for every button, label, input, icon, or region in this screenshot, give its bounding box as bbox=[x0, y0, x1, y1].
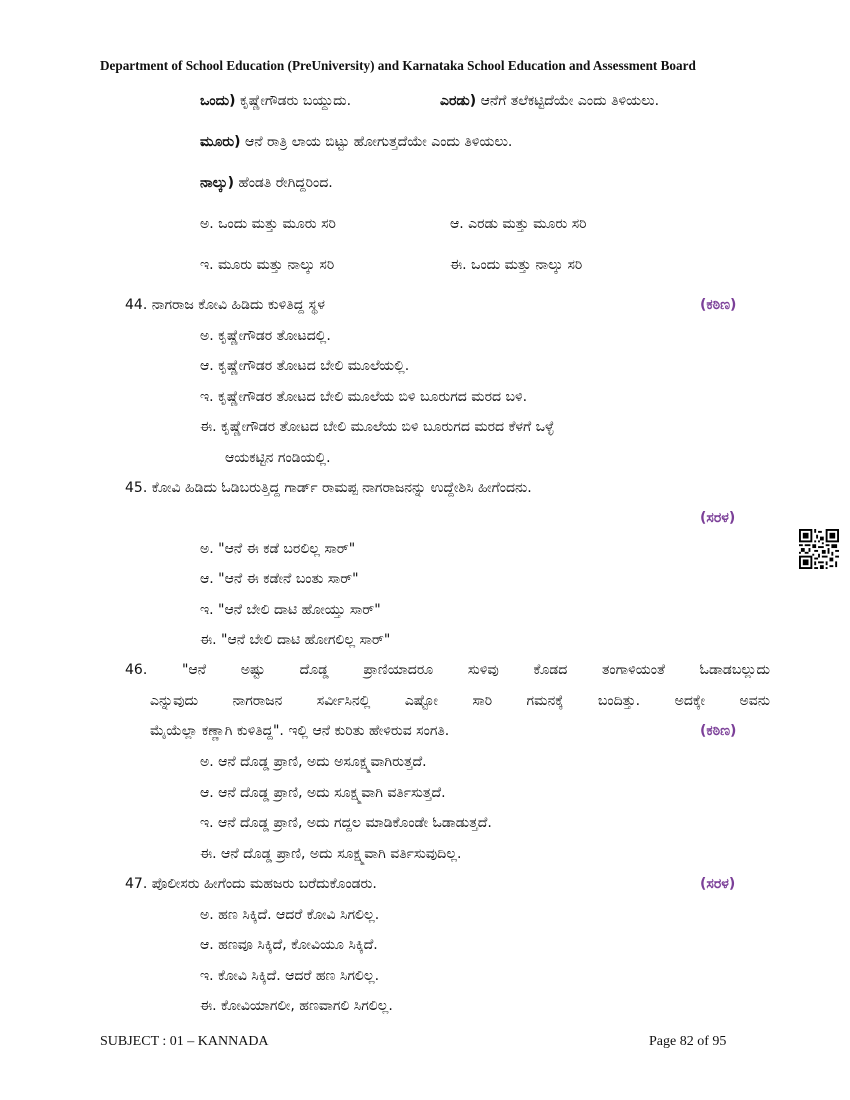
q43-option-a: ಅ. ಒಂದು ಮತ್ತು ಮೂರು ಸರಿ bbox=[200, 216, 336, 232]
q46-option-i: ಇ. ಆನೆ ದೊಡ್ಡ ಪ್ರಾಣಿ, ಅದು ಗದ್ದಲ ಮಾಡಿಕೊಂಡೇ ಓಡಾಡುತ್ತದೆ. bbox=[200, 815, 492, 831]
statement-four-text: ಹೆಂಡತಿ ರೇಗಿದ್ದರಿಂದ. bbox=[238, 175, 333, 191]
qr-code-icon bbox=[799, 529, 839, 569]
q44-option-i: ಇ. ಕೃಷ್ಣೇಗೌಡರ ತೋಟದ ಬೇಲಿ ಮೂಲೆಯ ಬಿಳಿ ಬೂರುಗದ ಮರದ ಬಳಿ. bbox=[200, 389, 528, 405]
footer-subject: SUBJECT : 01 – KANNADA bbox=[100, 1034, 269, 1049]
difficulty-tag-45: (ಸರಳ) bbox=[700, 510, 736, 526]
q43-option-i: ಇ. ಮೂರು ಮತ್ತು ನಾಲ್ಕು ಸರಿ bbox=[200, 257, 335, 273]
q47-option-a: ಅ. ಹಣ ಸಿಕ್ಕಿದೆ. ಆದರೆ ಕೋವಿ ಸಿಗಲಿಲ್ಲ. bbox=[200, 907, 380, 923]
statement-two-text: ಆನೆಗೆ ತಲೆಕಟ್ಟಿದೆಯೇ ಎಂದು ತಿಳಿಯಲು. bbox=[480, 93, 660, 109]
statement-three-text: ಆನೆ ರಾತ್ರಿ ಲಾಯ ಬಿಟ್ಟು ಹೋಗುತ್ತದೆಯೇ ಎಂದು ತಿಳಿಯಲು. bbox=[244, 134, 513, 150]
q46-option-a: ಅ. ಆನೆ ದೊಡ್ಡ ಪ್ರಾಣಿ, ಅದು ಅಸೂಕ್ಷ್ಮವಾಗಿರುತ್ತದೆ. bbox=[200, 754, 427, 770]
q45-option-ii: ಈ. "ಆನೆ ಬೇಲಿ ದಾಟಿ ಹೋಗಲಿಲ್ಲ ಸಾರ್" bbox=[200, 632, 391, 648]
question-46-line-1: 46. "ಆನೆ ಅಷ್ಟು ದೊಡ್ಡ ಪ್ರಾಣಿಯಾದರೂ ಸುಳಿವು ಕೊಡದ ತಂಗಾಳಿಯಂತೆ ಓಡಾಡಬಲ್ಲುದು bbox=[125, 662, 770, 678]
question-46-line-3: ಮೈಯೆಲ್ಲಾ ಕಣ್ಣಾಗಿ ಕುಳಿತಿದ್ದ". ಇಲ್ಲಿ ಆನೆ ಕುರಿತು ಹೇಳಿರುವ ಸಂಗತಿ. bbox=[150, 723, 450, 739]
q44-option-a: ಅ. ಕೃಷ್ಣೇಗೌಡರ ತೋಟದಲ್ಲಿ. bbox=[200, 328, 331, 344]
footer-page-number: Page 82 of 95 bbox=[649, 1034, 727, 1049]
statement-three-label: ಮೂರು) bbox=[200, 134, 241, 150]
q45-option-i: ಇ. "ಆನೆ ಬೇಲಿ ದಾಟಿ ಹೋಯ್ತು ಸಾರ್" bbox=[200, 602, 381, 618]
q43-option-aa: ಆ. ಎರಡು ಮತ್ತು ಮೂರು ಸರಿ bbox=[450, 216, 587, 232]
q44-option-ii-cont: ಆಯಕಟ್ಟಿನ ಗಂಡಿಯಲ್ಲಿ. bbox=[225, 450, 331, 466]
q45-option-aa: ಆ. "ಆನೆ ಈ ಕಡೇನೆ ಬಂತು ಸಾರ್" bbox=[200, 571, 359, 587]
question-46-line-2: ಎನ್ನುವುದು ನಾಗರಾಜನ ಸರ್ವೀಸಿನಲ್ಲಿ ಎಷ್ಟೋ ಸಾರಿ ಗಮನಕ್ಕೆ ಬಂದಿತ್ತು. ಅದಕ್ಕೇ ಅವನು bbox=[150, 693, 770, 709]
statement-one-text: ಕೃಷ್ಣೇಗೌಡರು ಬಯ್ದುದು. bbox=[239, 93, 352, 109]
q44-option-ii: ಈ. ಕೃಷ್ಣೇಗೌಡರ ತೋಟದ ಬೇಲಿ ಮೂಲೆಯ ಬಿಳಿ ಬೂರುಗದ ಮರದ ಕೆಳಗೆ ಒಳ್ಳೆ bbox=[200, 419, 555, 435]
q45-option-a: ಅ. "ಆನೆ ಈ ಕಡೆ ಬರಲಿಲ್ಲ ಸಾರ್" bbox=[200, 541, 356, 557]
statement-one-label: ಒಂದು) bbox=[200, 93, 236, 109]
q46-option-aa: ಆ. ಆನೆ ದೊಡ್ಡ ಪ್ರಾಣಿ, ಅದು ಸೂಕ್ಷ್ಮವಾಗಿ ವರ್ತಿಸುತ್ತದೆ. bbox=[200, 785, 446, 801]
question-47: 47. ಪೊಲೀಸರು ಹೀಗೆಂದು ಮಹಜರು ಬರೆದುಕೊಂಡರು. bbox=[125, 876, 377, 892]
q46-option-ii: ಈ. ಆನೆ ದೊಡ್ಡ ಪ್ರಾಣಿ, ಅದು ಸೂಕ್ಷ್ಮವಾಗಿ ವರ್ತಿಸುವುದಿಲ್ಲ. bbox=[200, 846, 462, 862]
q47-option-ii: ಈ. ಕೋವಿಯಾಗಲೀ, ಹಣವಾಗಲಿ ಸಿಗಲಿಲ್ಲ. bbox=[200, 998, 393, 1014]
q47-option-aa: ಆ. ಹಣವೂ ಸಿಕ್ಕಿದೆ, ಕೋವಿಯೂ ಸಿಕ್ಕಿದೆ. bbox=[200, 937, 378, 953]
question-45: 45. ಕೋವಿ ಹಿಡಿದು ಓಡಿಬರುತ್ತಿದ್ದ ಗಾರ್ಡ್ ರಾಮಪ್ಪ ನಾಗರಾಜನನ್ನು ಉದ್ದೇಶಿಸಿ ಹೀಗೆಂದನು. bbox=[125, 480, 532, 496]
statement-four bbox=[200, 175, 333, 191]
q44-option-aa: ಆ. ಕೃಷ್ಣೇಗೌಡರ ತೋಟದ ಬೇಲಿ ಮೂಲೆಯಲ್ಲಿ. bbox=[200, 358, 410, 374]
difficulty-tag-46: (ಕಠಿಣ) bbox=[700, 723, 737, 739]
statement-four-label: ನಾಲ್ಕು) bbox=[200, 175, 234, 191]
statement-three bbox=[200, 134, 512, 150]
q43-option-ii: ಈ. ಒಂದು ಮತ್ತು ನಾಲ್ಕು ಸರಿ bbox=[450, 257, 583, 273]
statement-two bbox=[440, 93, 659, 109]
question-44: 44. ನಾಗರಾಜ ಕೋವಿ ಹಿಡಿದು ಕುಳಿತಿದ್ದ ಸ್ಥಳ bbox=[125, 297, 325, 313]
page-header: Department of School Education (PreUniversity) and Karnataka School Education and Assessment Board bbox=[100, 58, 696, 73]
q47-option-i: ಇ. ಕೋವಿ ಸಿಕ್ಕಿದೆ. ಆದರೆ ಹಣ ಸಿಗಲಿಲ್ಲ. bbox=[200, 968, 380, 984]
statement-two-label: ಎರಡು) bbox=[440, 93, 477, 109]
difficulty-tag-47: (ಸರಳ) bbox=[700, 876, 736, 892]
difficulty-tag-44: (ಕಠಿಣ) bbox=[700, 297, 737, 313]
statement-one bbox=[200, 93, 351, 109]
